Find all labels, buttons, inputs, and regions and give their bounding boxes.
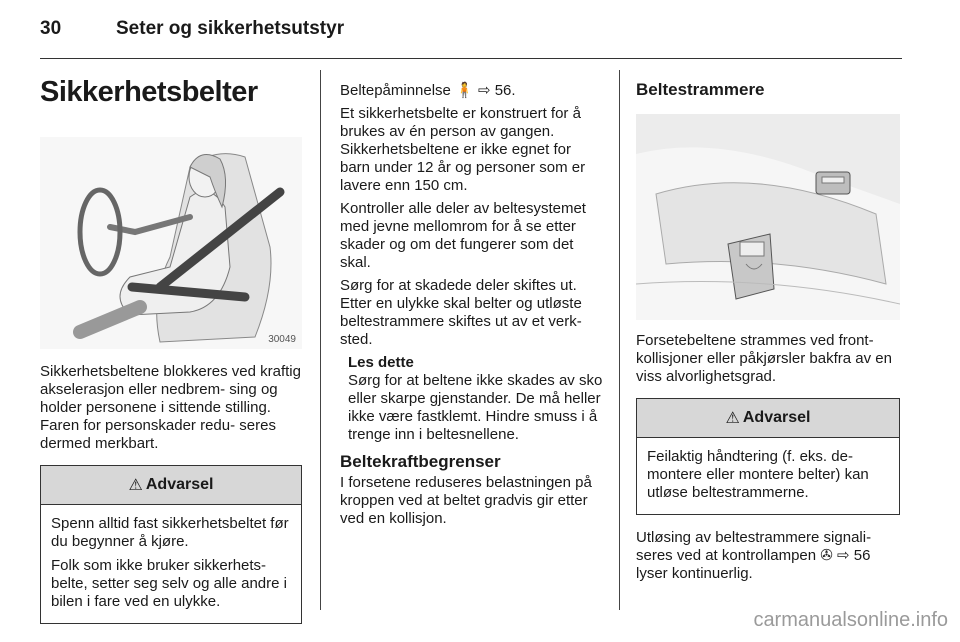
warning-header: [41, 466, 301, 505]
paragraph-2: Kontroller alle deler av beltesystemet med jevne mellomrom for å se etter skader og om det fungerer som det skal.: [340, 200, 586, 271]
reference-arrow-icon: ⇨: [837, 547, 850, 564]
paragraph-1: Et sikkerhetsbelte er konstruert for å brukes av én person av gangen. Sikkerhetsbeltene er ikke egnet for barn under 12 år og personer som er lavere enn 150 cm.: [340, 105, 586, 194]
column-divider-1: [320, 70, 321, 610]
page-number: 30: [40, 18, 62, 39]
warning-body: [637, 438, 899, 514]
warning-label: Advarsel: [742, 409, 811, 426]
warning-paragraph-1: Spenn alltid fast sikkerhetsbeltet før du begynner å kjøre.: [51, 515, 289, 550]
pretensioner-illustration-svg: [636, 114, 900, 320]
lamp-page-ref[interactable]: 56: [853, 547, 871, 564]
seatbelt-reminder-icon: 🧍: [455, 82, 474, 99]
warning-triangle-icon: ⚠: [725, 410, 740, 427]
reminder-line: [340, 82, 604, 100]
warning-paragraph: Feilaktig håndtering (f. eks. de- montere eller montere belter) kan utløse beltestrammerne.: [647, 448, 869, 501]
image-number: 30049: [268, 334, 296, 345]
paragraph-2-end: lyser kontinuerlig.: [636, 565, 753, 582]
reference-arrow-icon: ⇨: [477, 82, 491, 99]
paragraph-3: Sørg for at skadede deler skiftes ut. Etter en ulykke skal belter og utløste beltestrammere skiftes ut av et verk- sted.: [340, 277, 582, 348]
column-divider-2: [619, 70, 620, 610]
note-title: Les dette: [348, 354, 414, 371]
watermark: carmanualsonline.info: [753, 609, 948, 631]
pretensioner-illustration: [636, 114, 900, 320]
warning-header: [637, 399, 899, 438]
column-3: [636, 70, 900, 588]
warning-label: Advarsel: [145, 476, 214, 493]
column-1: [40, 70, 302, 624]
header-rule: [40, 58, 902, 59]
intro-paragraph: Sikkerhetsbeltene blokkeres ved kraftig akselerasjon eller nedbrem- sing og holder personene i sittende stilling. Faren for personskader redu- seres dermed merkbart.: [40, 363, 301, 452]
chapter-title: Seter og sikkerhetsutstyr: [116, 18, 345, 39]
airbag-lamp-icon: ✇: [820, 547, 833, 564]
reminder-page-ref[interactable]: 56.: [494, 82, 516, 99]
subsection-heading: Beltekraftbegrenser: [340, 452, 501, 471]
page-header: [40, 14, 902, 50]
paragraph-4: I forsetene reduseres belastningen på kroppen ved at beltet gradvis gir etter ved en kollisjon.: [340, 474, 592, 527]
warning-paragraph-2: Folk som ikke bruker sikkerhets- belte, setter seg selv og alle andre i bilen i fare ved en ulykke.: [51, 557, 287, 610]
paragraph-2: [636, 529, 900, 583]
note-block: [340, 354, 604, 444]
section-heading: Beltestrammere: [636, 80, 765, 99]
section-title: Sikkerhetsbelter: [40, 76, 258, 108]
note-text: Sørg for at beltene ikke skades av sko eller skarpe gjenstander. De må heller ikke være fastklemt. Hindre smuss i å trenge inn i beltesnellene.: [348, 372, 603, 443]
driver-illustration-svg: [40, 137, 302, 349]
reminder-text: Beltepåminnelse: [340, 82, 451, 99]
paragraph-1: Forsetebeltene strammes ved front- kollisjoner eller påkjørsler bakfra av en viss alvorlighetsgrad.: [636, 332, 892, 385]
warning-box-1: [40, 465, 302, 624]
warning-box-2: [636, 398, 900, 515]
warning-body: [41, 505, 301, 623]
paragraph-2-text: Utløsing av beltestrammere signali- seres ved at kontrollampen: [636, 529, 872, 564]
driver-seatbelt-illustration: [40, 137, 302, 349]
warning-triangle-icon: ⚠: [128, 477, 143, 494]
column-2: [340, 70, 604, 533]
